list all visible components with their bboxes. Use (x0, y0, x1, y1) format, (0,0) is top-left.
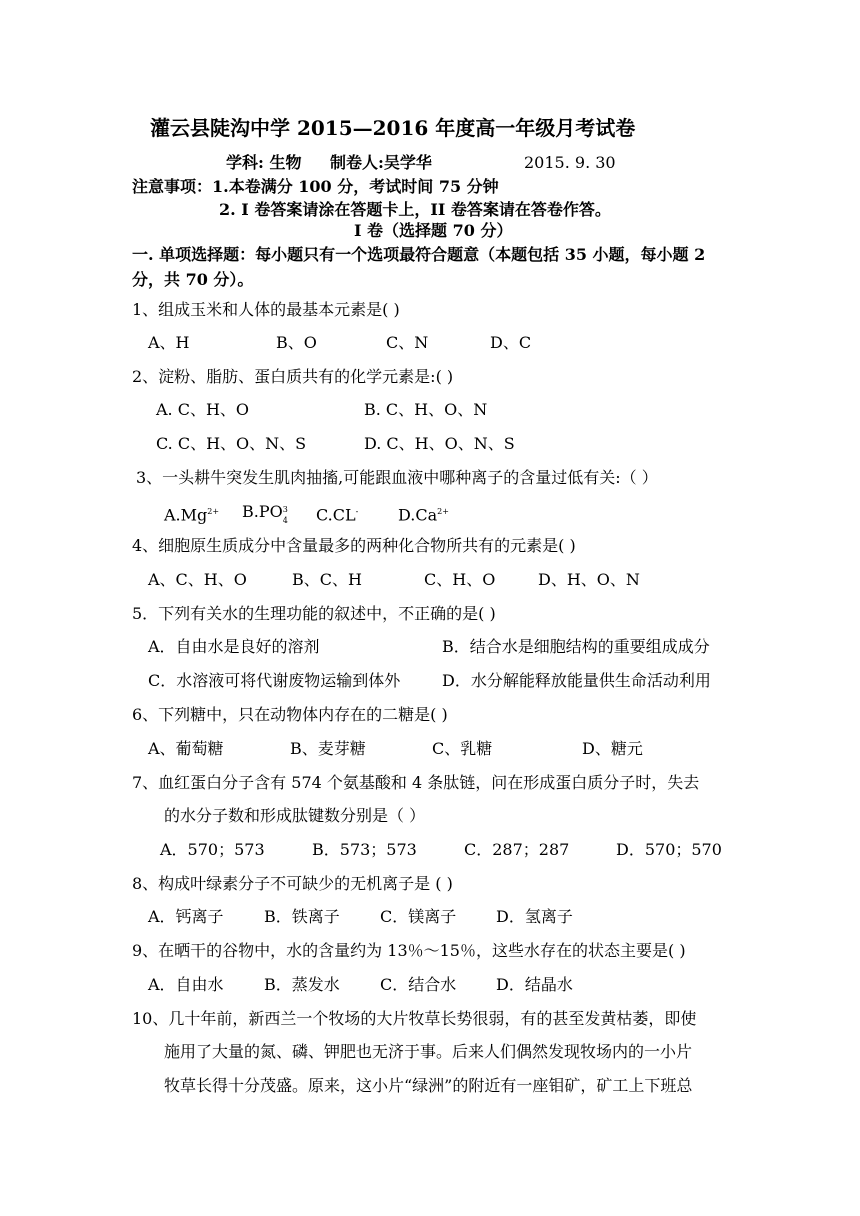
option-c-text: C.CL (316, 505, 356, 525)
option-a: A．钙离子 (148, 907, 224, 926)
option-c-charge: - (355, 507, 359, 516)
option-b: B．铁离子 (264, 907, 340, 926)
exam-date: 2015. 9. 30 (524, 153, 616, 172)
option-c: C、N (386, 333, 429, 352)
option-b-charge: 3 (282, 505, 288, 514)
option-a (164, 502, 219, 525)
option-d (398, 502, 449, 525)
option-d: D. C、H、O、N、S (364, 434, 515, 453)
option-d: D．水分解能释放能量供生命活动利用 (442, 671, 711, 690)
option-a: A. C、H、O (156, 400, 250, 419)
notice-line-1: 注意事项：1.本卷满分 100 分，考试时间 75 分钟 (132, 177, 499, 196)
option-d: D．氢离子 (496, 907, 573, 926)
question-1-stem: 1、组成玉米和人体的最基本元素是( ) (132, 300, 400, 319)
author-label: 制卷人:吴学华 (330, 153, 432, 172)
question-5-stem: 5．下列有关水的生理功能的叙述中，不正确的是( ) (132, 604, 496, 623)
question-2-stem: 2、淀粉、脂肪、蛋白质共有的化学元素是:( ) (132, 367, 454, 386)
option-c: C．结合水 (380, 975, 457, 994)
question-7-stem-line-1: 7、血红蛋白分子含有 574 个氨基酸和 4 条肽链，问在形成蛋白质分子时，失去 (132, 773, 700, 792)
question-4-stem: 4、细胞原生质成分中含量最多的两种化合物所共有的元素是( ) (132, 536, 576, 555)
option-b (242, 502, 290, 525)
question-8-stem: 8、构成叶绿素分子不可缺少的无机离子是 ( ) (132, 874, 453, 893)
option-c: C．287；287 (464, 840, 570, 859)
option-d: D、H、O、N (538, 570, 640, 589)
option-b: B．结合水是细胞结构的重要组成成分 (442, 637, 710, 656)
option-d: D．570；570 (616, 840, 722, 859)
option-c: C、乳糖 (432, 739, 493, 758)
question-10-stem-line-2: 施用了大量的氮、磷、钾肥也无济于事。后来人们偶然发现牧场内的一小片 (164, 1042, 693, 1061)
option-a-text: A.Mg (164, 505, 208, 525)
option-b-text: B.PO (242, 502, 283, 521)
option-a-charge: 2+ (207, 507, 220, 516)
option-b: B. C、H、O、N (364, 400, 488, 419)
option-a: A．570；573 (160, 840, 265, 859)
question-10-stem-line-3: 牧草长得十分茂盛。原来，这小片“绿洲”的附近有一座钼矿，矿工上下班总 (164, 1076, 693, 1095)
option-b: B、C、H (292, 570, 362, 589)
option-a: A、H (148, 333, 190, 352)
option-b: B、麦芽糖 (290, 739, 366, 758)
option-c: C. C、H、O、N、S (156, 434, 307, 453)
option-b: B．蒸发水 (264, 975, 340, 994)
question-6-stem: 6、下列糖中，只在动物体内存在的二糖是( ) (132, 705, 448, 724)
option-a: A、葡萄糖 (148, 739, 224, 758)
option-a: A、C、H、O (148, 570, 247, 589)
instructions-line-2: 分，共 70 分）。 (132, 270, 254, 289)
option-a: A．自由水 (148, 975, 224, 994)
option-b-subscript: 4 (282, 516, 288, 525)
option-d: D、糖元 (582, 739, 643, 758)
option-d: D、C (490, 333, 532, 352)
option-a: A．自由水是良好的溶剂 (148, 637, 320, 656)
option-b: B．573；573 (312, 840, 417, 859)
question-10-stem-line-1: 10、几十年前，新西兰一个牧场的大片牧草长势很弱，有的甚至发黄枯萎，即使 (132, 1009, 697, 1028)
option-d: D．结晶水 (496, 975, 573, 994)
question-9-stem: 9、在晒干的谷物中，水的含量约为 13％～15％，这些水存在的状态主要是( ) (132, 941, 686, 960)
instructions-line-1: 一. 单项选择题：每小题只有一个选项最符合题意（本题包括 35 小题，每小题 2 (132, 245, 706, 264)
option-c: C．镁离子 (380, 907, 457, 926)
option-c (316, 502, 358, 525)
notice-line-2: 2. I 卷答案请涂在答题卡上，II 卷答案请在答卷作答。 (219, 200, 611, 219)
option-d-charge: 2+ (437, 507, 449, 516)
question-3-stem: 3、一头耕牛突发生肌肉抽搐,可能跟血液中哪种离子的含量过低有关:（ ） (136, 468, 658, 487)
option-d-text: D.Ca (398, 505, 438, 525)
option-c: C．水溶液可将代谢废物运输到体外 (148, 671, 401, 690)
subject-label: 学科: 生物 (226, 153, 302, 172)
section-title: I 卷（选择题 70 分） (354, 221, 513, 240)
question-7-stem-line-2: 的水分子数和形成肽键数分别是（ ） (164, 806, 426, 825)
option-b: B、O (276, 333, 317, 352)
option-c: C、H、O (424, 570, 496, 589)
exam-title: 灌云县陡沟中学 2015—2016 年度高一年级月考试卷 (150, 116, 636, 140)
